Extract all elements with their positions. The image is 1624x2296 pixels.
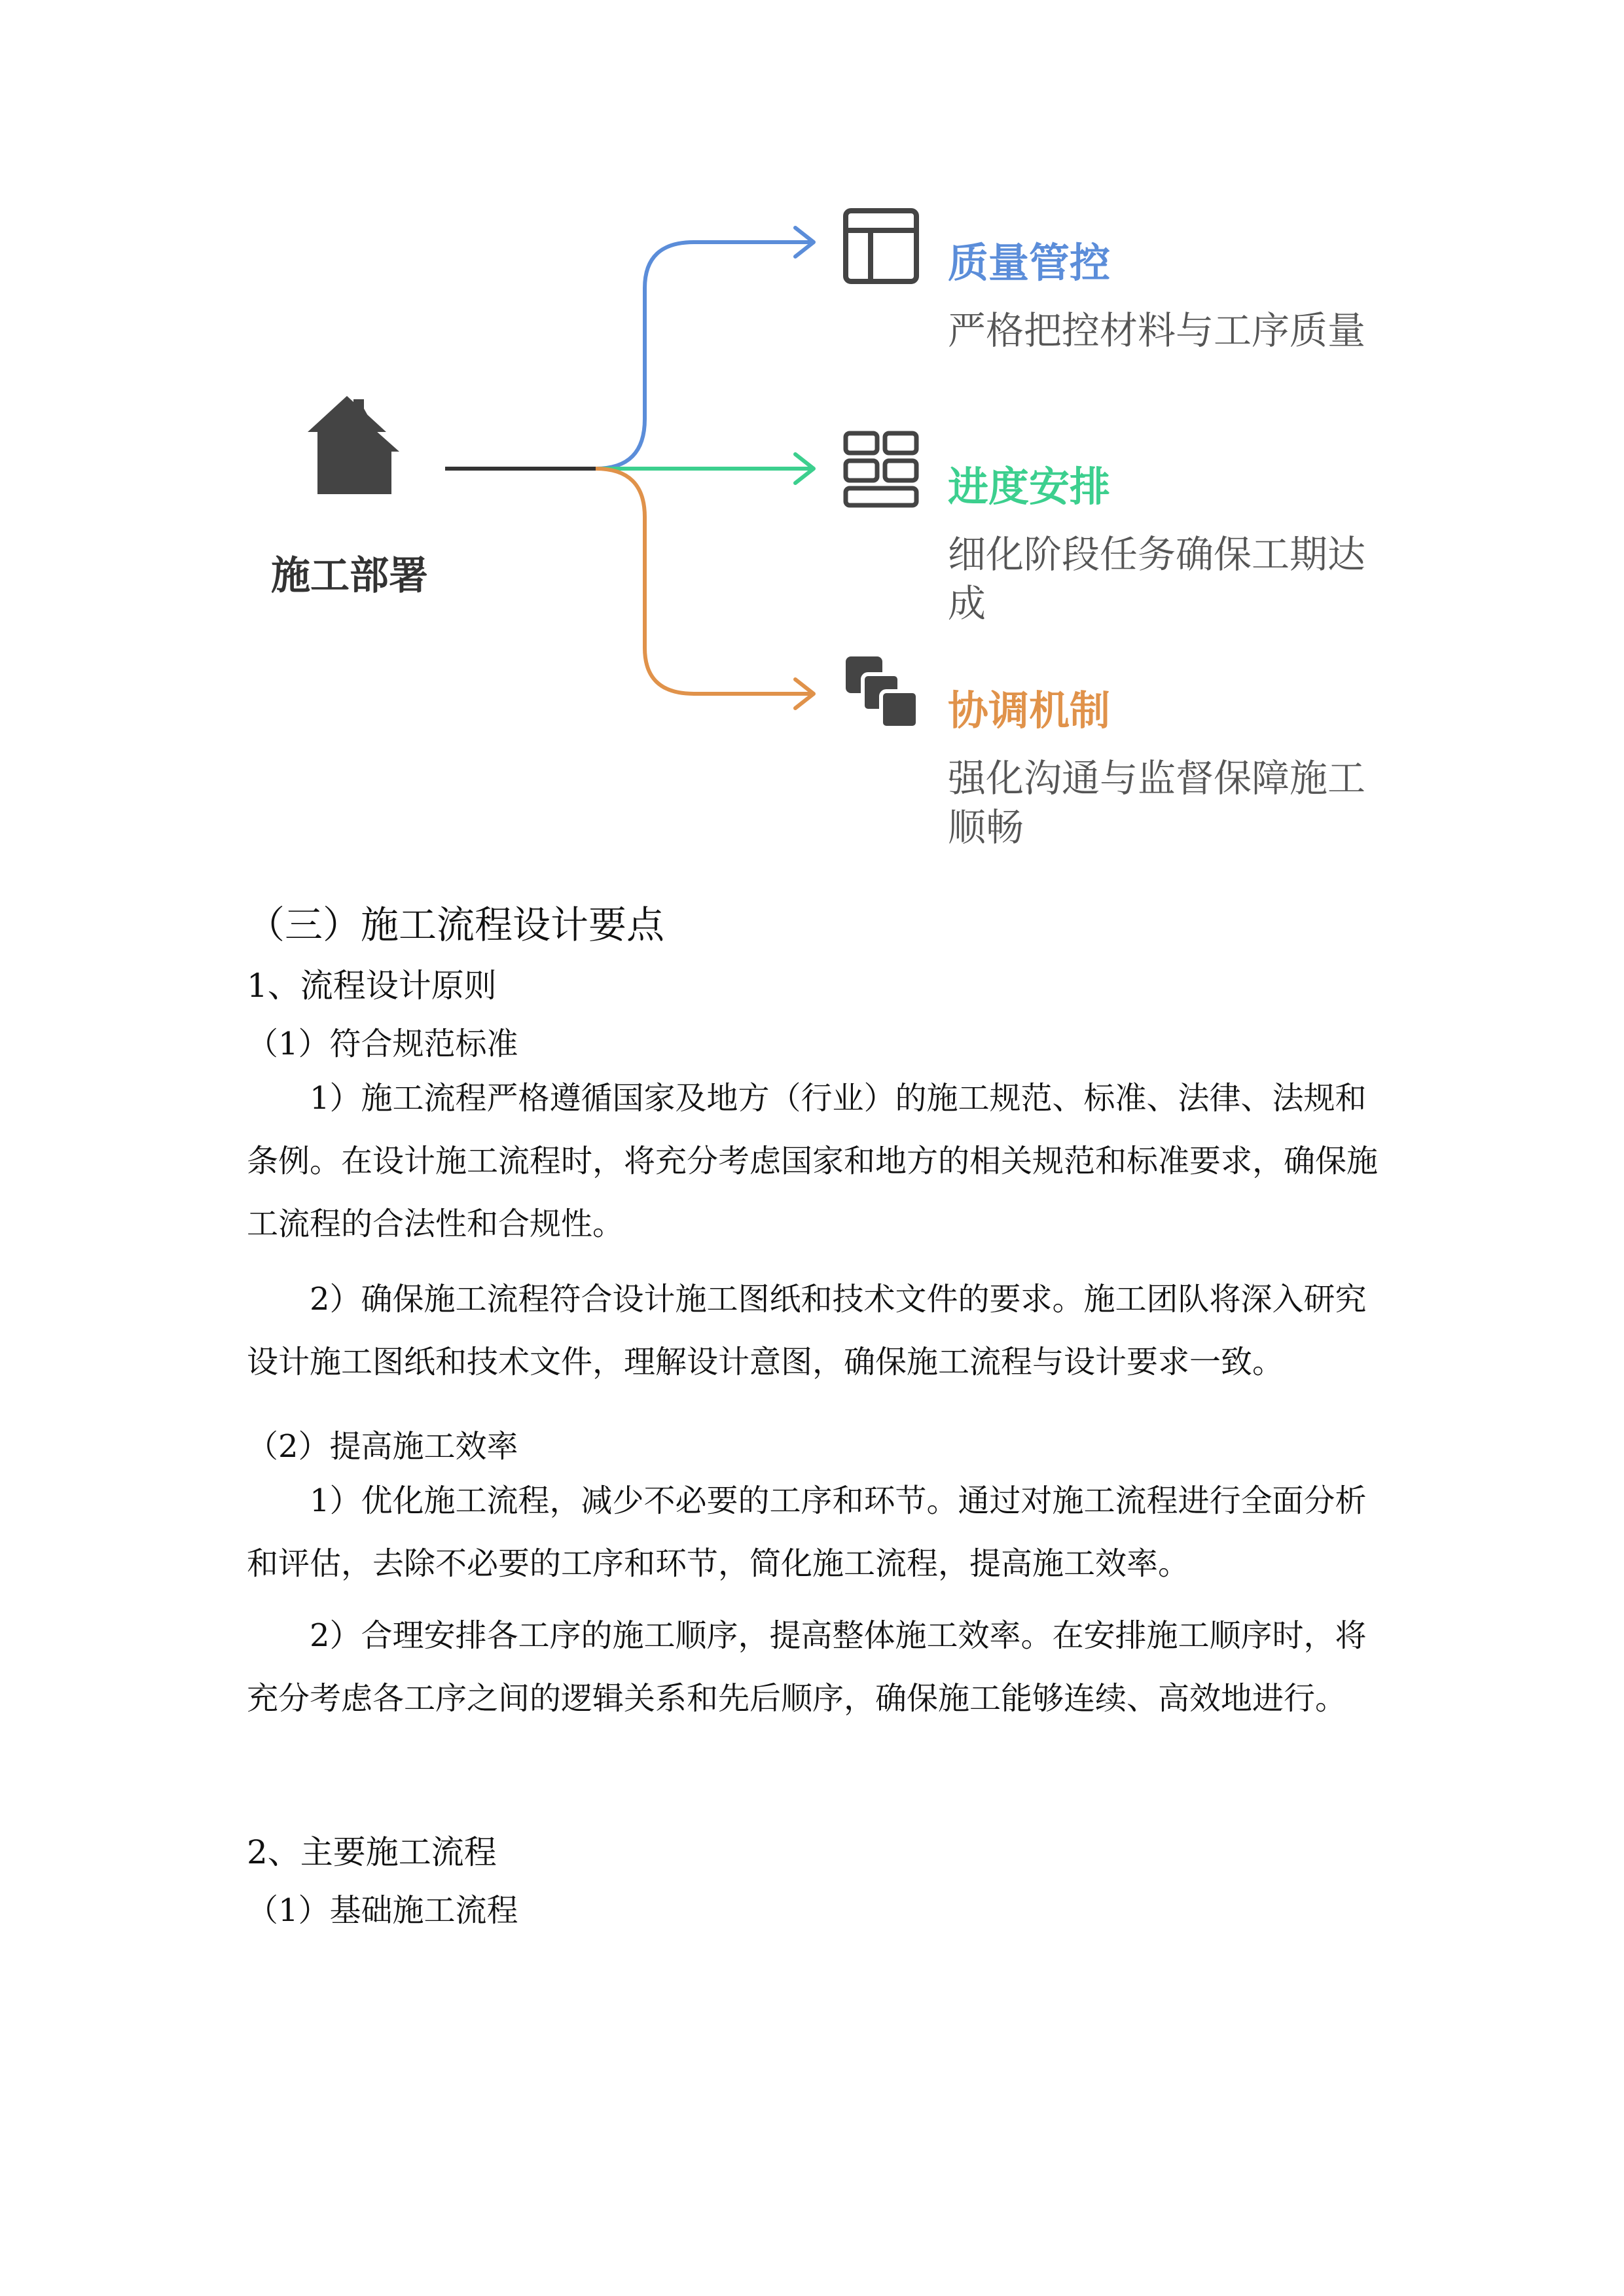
heading-standards: （1）符合规范标准: [247, 1026, 518, 1062]
stacked-squares-icon: [846, 656, 918, 728]
construction-deployment-diagram: [0, 0, 1624, 884]
branch-connector-quality: [596, 242, 812, 469]
paragraph-standards-1: 1）施工流程严格遵循国家及地方（行业）的施工规范、标准、法律、法规和条例。在设计施工流程时，将充分考虑国家和地方的相关规范和标准要求，确保施工流程的合法性和合规性。: [247, 1080, 1379, 1242]
heading-foundation: （1）基础施工流程: [247, 1892, 518, 1929]
section-title: （三）施工流程设计要点: [247, 903, 665, 947]
heading-main-process: 2、主要施工流程: [247, 1833, 497, 1871]
paragraph-standards-2: 2）确保施工流程符合设计施工图纸和技术文件的要求。施工团队将深入研究设计施工图纸和技术文件，理解设计意图，确保施工流程与设计要求一致。: [247, 1281, 1367, 1380]
root-label: 施工部署: [271, 553, 428, 599]
branch-desc-coordination: 强化沟通与监督保障施工顺畅: [948, 756, 1366, 850]
paragraph-efficiency-2: 2）合理安排各工序的施工顺序，提高整体施工效率。在安排施工顺序时，将充分考虑各工序之间的逻辑关系和先后顺序，确保施工能够连续、高效地进行。: [247, 1617, 1367, 1717]
paragraph-efficiency-1: 1）优化施工流程，减少不必要的工序和环节。通过对施工流程进行全面分析和评估，去除不必要的工序和环节，简化施工流程，提高施工效率。: [247, 1482, 1367, 1582]
branch-title-coordination: 协调机制: [948, 687, 1111, 734]
branch-title-schedule: 进度安排: [948, 463, 1111, 511]
diagram-graphics: [0, 0, 1624, 884]
branch-title-quality: 质量管控: [948, 239, 1111, 287]
branch-desc-quality: 严格把控材料与工序质量: [948, 308, 1366, 353]
branch-desc-schedule: 细化阶段任务确保工期达成: [948, 532, 1366, 626]
grid-panels-icon: [846, 433, 916, 505]
window-frame-icon: [846, 211, 916, 281]
heading-efficiency: （2）提高施工效率: [247, 1428, 518, 1465]
houses-arrow-icon: [308, 396, 399, 494]
branch-connector-coordination: [596, 469, 812, 694]
heading-principles: 1、流程设计原则: [247, 967, 497, 1005]
